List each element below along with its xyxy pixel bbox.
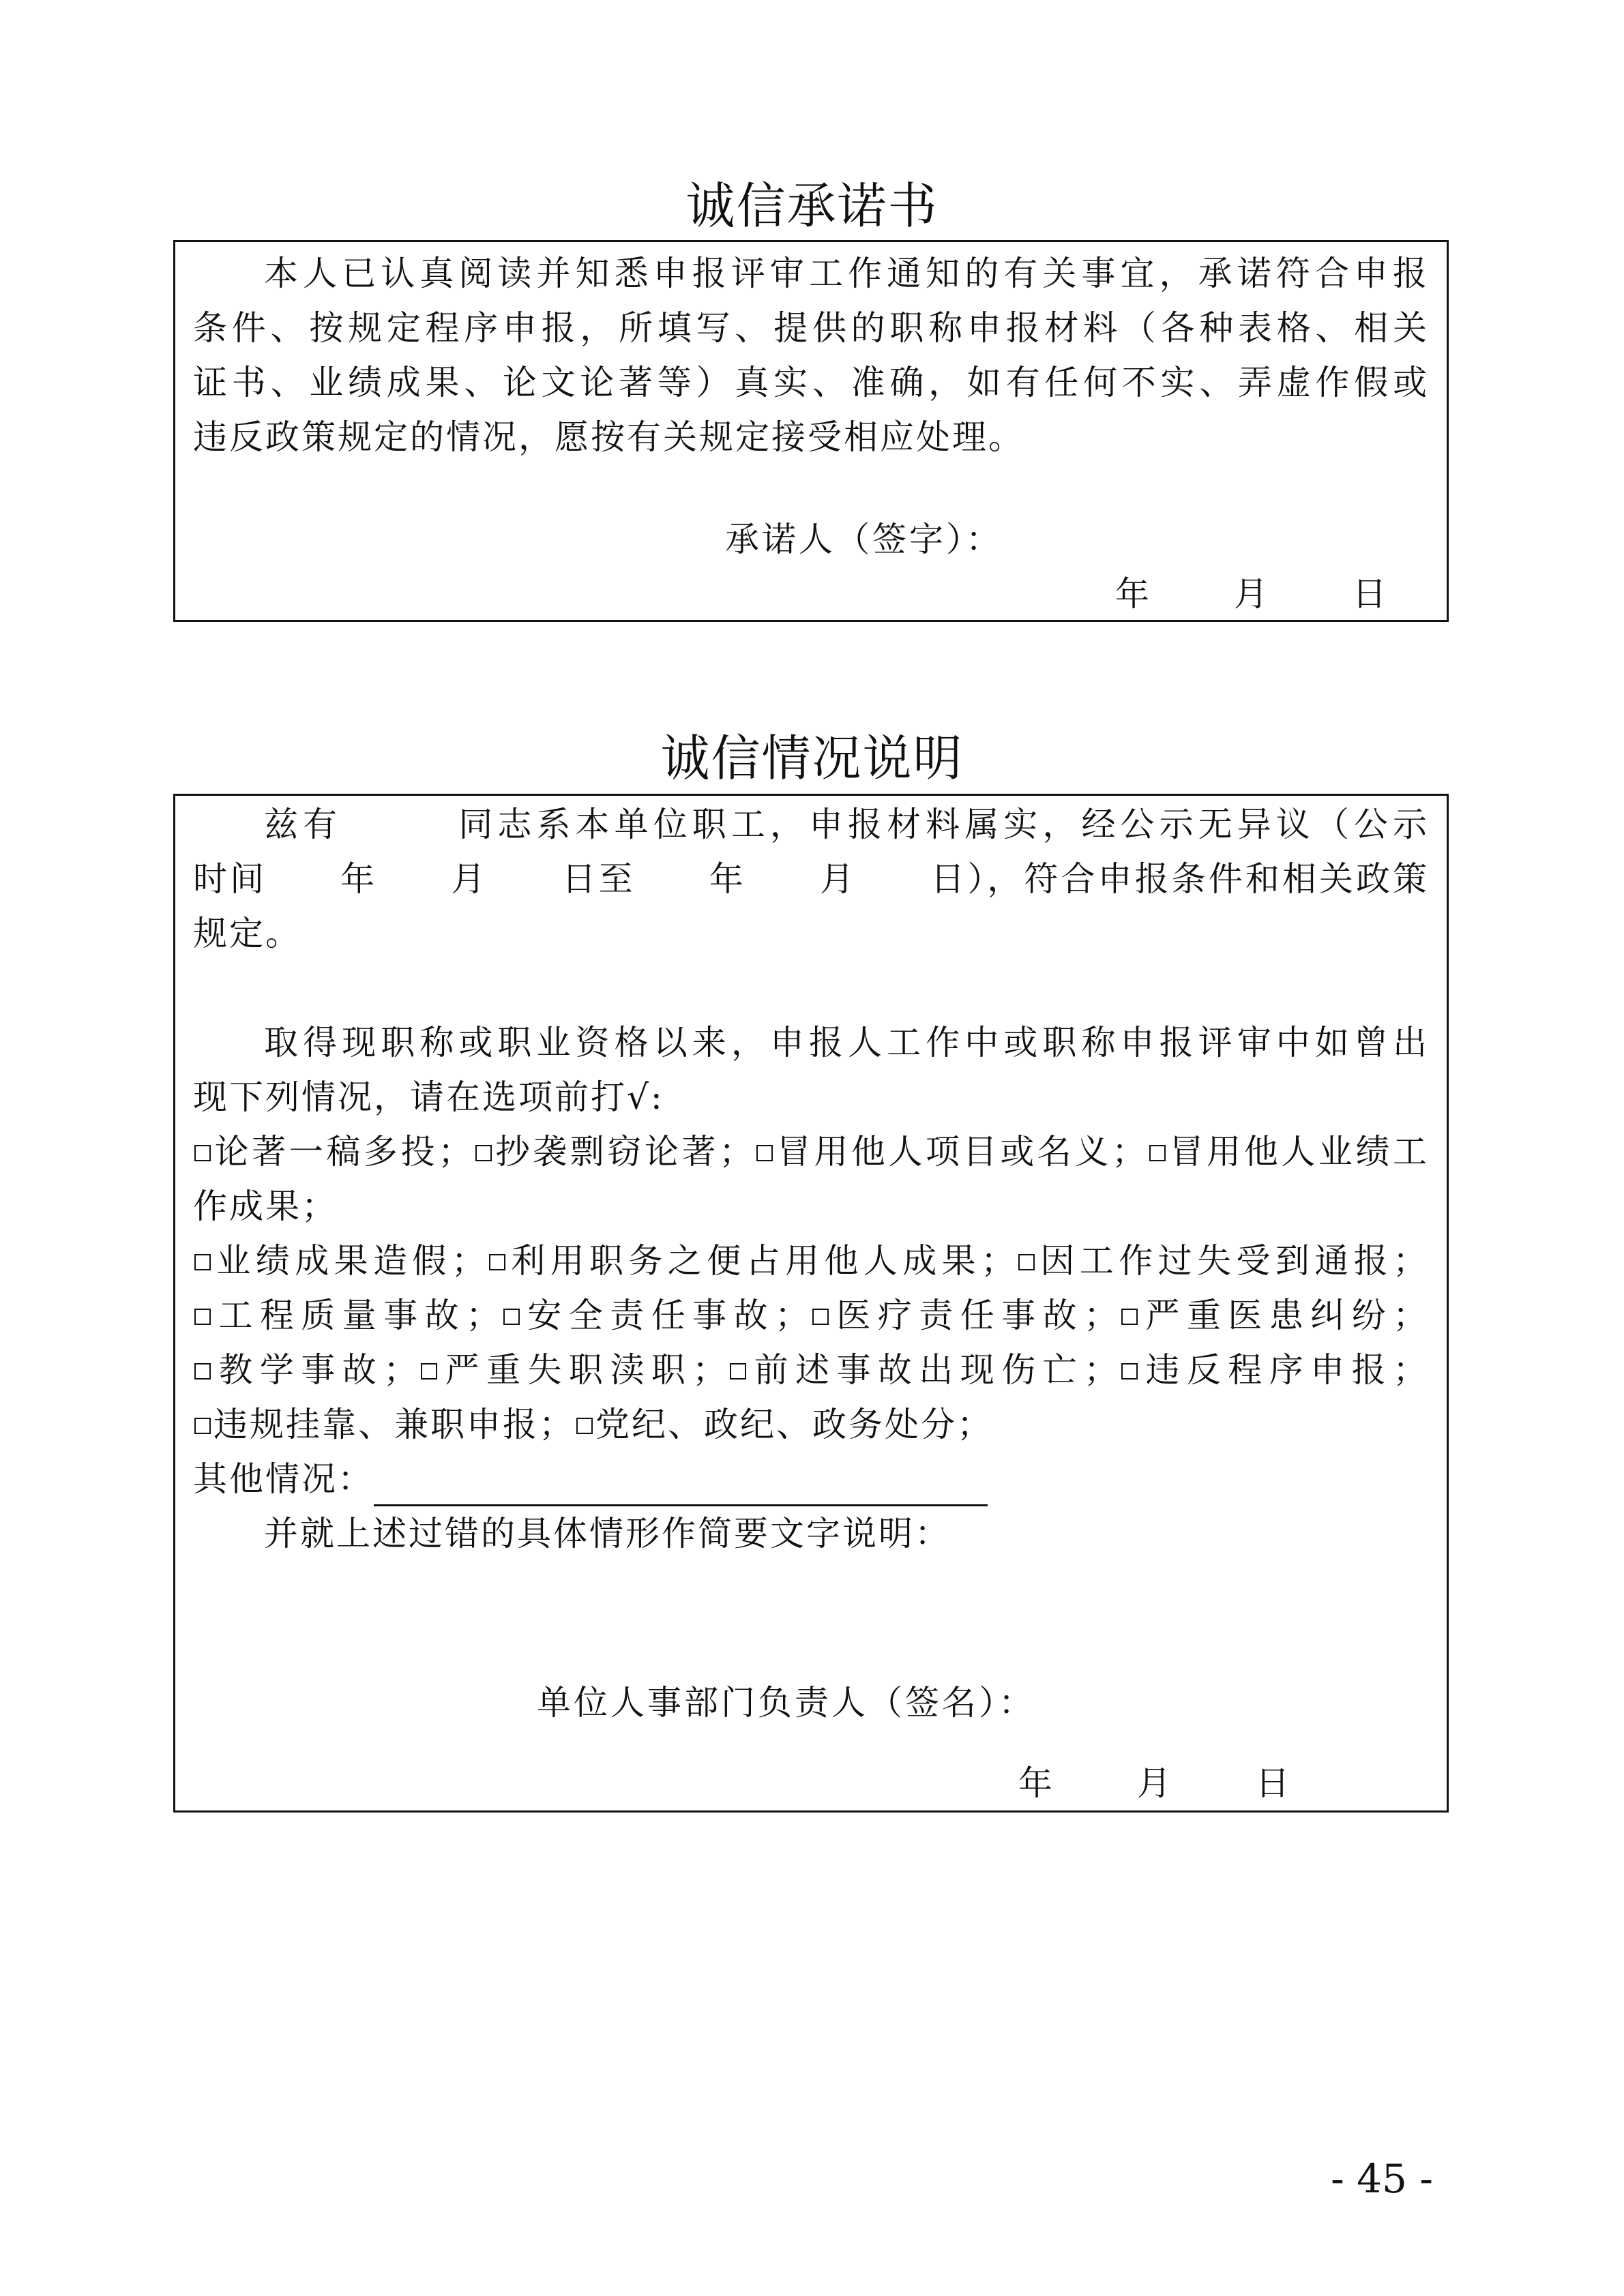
options-line-1 xyxy=(193,1124,1429,1234)
other-situation-label: 其他情况： xyxy=(193,1459,374,1499)
statement-intro-line-3: 规定。 xyxy=(193,914,301,953)
option-item[interactable]: 冒用他人项目或名义； xyxy=(755,1132,1148,1172)
statement-signer-label: 单位人事部门负责人（签名）： xyxy=(537,1683,1035,1723)
option-item[interactable]: 冒用他人业绩工作成果； xyxy=(193,1132,1430,1226)
option-item[interactable]: 违规挂靠、兼职申报； xyxy=(193,1405,575,1444)
page-number: - 45 - xyxy=(1331,2156,1433,2202)
pledge-signer-label: 承诺人（签字）： xyxy=(725,520,1003,559)
options-line-2 xyxy=(193,1234,1429,1288)
checkbox-icon[interactable] xyxy=(194,1145,211,1161)
statement-year: 年 xyxy=(1018,1763,1052,1803)
pledge-date xyxy=(1115,573,1387,614)
pledge-line-3: 证书、业绩成果、论文论著等）真实、准确，如有任何不实、弄虚作假或 xyxy=(193,363,1429,402)
checkbox-icon[interactable] xyxy=(1149,1145,1166,1161)
pledge-month: 月 xyxy=(1233,574,1268,614)
statement-box xyxy=(173,794,1449,1813)
option-item[interactable]: 工程质量事故； xyxy=(193,1296,502,1335)
pledge-line-4: 违反政策规定的情况，愿按有关规定接受相应处理。 xyxy=(193,417,1024,457)
statement-question-line-1: 取得现职称或职业资格以来，申报人工作中或职称申报评审中如曾出 xyxy=(264,1023,1429,1062)
statement-question-line-2: 现下列情况，请在选项前打√: xyxy=(193,1077,664,1117)
other-situation-row xyxy=(193,1452,1429,1506)
options-line-3 xyxy=(193,1288,1429,1343)
option-item[interactable]: 业绩成果造假； xyxy=(193,1241,488,1281)
options-line-4 xyxy=(193,1343,1429,1397)
option-item[interactable]: 违反程序申报； xyxy=(1120,1350,1429,1390)
option-item[interactable]: 利用职务之便占用他人成果； xyxy=(488,1241,1017,1281)
checkbox-icon[interactable] xyxy=(194,1309,211,1325)
pledge-day: 日 xyxy=(1352,574,1387,614)
option-item[interactable]: 党纪、政纪、政务处分； xyxy=(575,1405,993,1444)
checkbox-icon[interactable] xyxy=(421,1363,437,1380)
statement-title: 诚信情况说明 xyxy=(660,730,964,787)
statement-intro-line-2: 时间 年 月 日至 年 月 日），符合申报条件和相关政策 xyxy=(193,859,1429,899)
option-item[interactable]: 因工作过失受到通报； xyxy=(1017,1241,1429,1281)
option-item[interactable]: 严重医患纠纷； xyxy=(1120,1296,1429,1335)
checkbox-icon[interactable] xyxy=(576,1418,593,1434)
option-item[interactable]: 严重失职渎职； xyxy=(419,1350,728,1390)
checkbox-icon[interactable] xyxy=(194,1363,211,1380)
pledge-year: 年 xyxy=(1115,574,1149,614)
option-item[interactable]: 抄袭剽窃论著； xyxy=(474,1132,755,1172)
statement-intro-line-1: 兹有 同志系本单位职工，申报材料属实，经公示无异议（公示 xyxy=(264,805,1429,844)
checkbox-icon[interactable] xyxy=(475,1145,492,1161)
checkbox-icon[interactable] xyxy=(1121,1363,1138,1380)
checkbox-icon[interactable] xyxy=(194,1254,211,1270)
checkbox-icon[interactable] xyxy=(489,1254,505,1270)
option-item[interactable]: 前述事故出现伤亡； xyxy=(728,1350,1120,1390)
pledge-line-1: 本人已认真阅读并知悉申报评审工作通知的有关事宜，承诺符合申报 xyxy=(264,254,1429,293)
statement-month: 月 xyxy=(1136,1763,1171,1803)
options-line-5 xyxy=(193,1397,1429,1452)
pledge-title: 诚信承诺书 xyxy=(685,177,939,235)
statement-day: 日 xyxy=(1255,1763,1290,1803)
pledge-box xyxy=(173,240,1449,622)
option-item[interactable]: 教学事故； xyxy=(193,1350,419,1390)
checkbox-icon[interactable] xyxy=(756,1145,773,1161)
checkbox-icon[interactable] xyxy=(194,1418,211,1434)
explain-label: 并就上述过错的具体情形作简要文字说明： xyxy=(264,1514,951,1553)
checkbox-icon[interactable] xyxy=(503,1309,520,1325)
option-item[interactable]: 医疗责任事故； xyxy=(811,1296,1120,1335)
checkbox-icon[interactable] xyxy=(1121,1309,1138,1325)
option-item[interactable]: 安全责任事故； xyxy=(502,1296,811,1335)
other-situation-field[interactable] xyxy=(374,1469,988,1506)
checkbox-icon[interactable] xyxy=(812,1309,829,1325)
checkbox-icon[interactable] xyxy=(1018,1254,1035,1270)
checkbox-icon[interactable] xyxy=(730,1363,746,1380)
option-item[interactable]: 论著一稿多投； xyxy=(193,1132,474,1172)
pledge-line-2: 条件、按规定程序申报，所填写、提供的职称申报材料（各种表格、相关 xyxy=(193,308,1429,348)
statement-date xyxy=(1018,1763,1290,1804)
